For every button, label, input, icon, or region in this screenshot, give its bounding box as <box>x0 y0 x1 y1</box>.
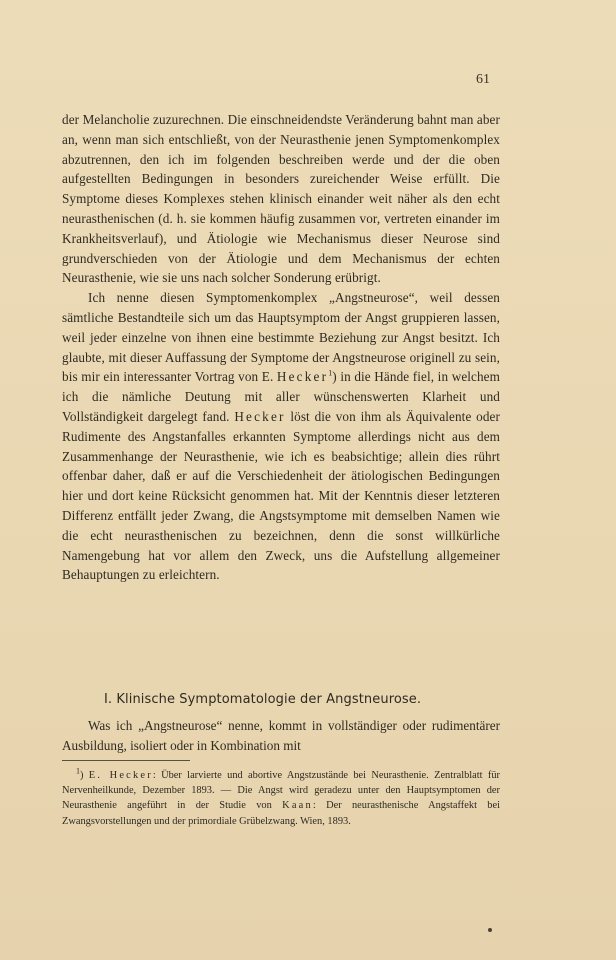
footnote-author: E. Hecker <box>88 770 153 781</box>
section-body <box>62 716 500 756</box>
section-heading: I. Klinische Symptomatologie der Angstneurose. <box>104 692 422 707</box>
main-text <box>62 110 500 585</box>
footnote-citation-1: : Über larvierte und abortive Angstzustände bei Neurasthenie. Zentralblatt für Nervenheilkunde, Dezember 1893. — Die Angst wird geradezu unter den Hauptsymptomen der Neurasthenie angeführt in der Studie von <box>62 770 501 812</box>
paragraph-2 <box>62 288 500 585</box>
footnote-text: $^1$) E. Hecker: Über larvierte und abortive Angstzustände bei Neurasthenie. Zentralblatt für Nervenheilkunde, Dezember 1893. — Die Angst wird geradezu unter den Hauptsymptomen der Neurasthenie angeführt in der Studie von Kaan: Der neurasthenische Angstaffekt bei Zwangsvorstellungen und der primordiale Grübelzwang. Wien, 1893. <box>62 766 501 827</box>
page-number: 61 <box>476 72 490 87</box>
footnote-reference: 1 <box>328 368 333 378</box>
paragraph-2-part-3: löst die von ihm als Äquivalente oder Rudimente des Angstanfalles erkannten Symptome allerdings nicht aus dem Zusammenhange der Neurasthenie, wie ich es beabsichtige; allein dies rührt offenbar daher, daß er auf die Verschiedenheit der ätiologischen Bedingungen hier und dort keine Rücksicht genommen hat. Mit der Kenntnis dieser letzteren Differenz entfällt jeder Zwang, die Angstsymptome mit demselben Namen wie die echt neurasthenischen zu bezeichnen, denn die sonst willkürliche Namengebung hat vor allem den Zweck, uns die Aufstellung allgemeiner Behauptungen zu erleichtern. <box>62 408 500 583</box>
author-name-hecker: Hecker <box>276 369 329 385</box>
footnote-citation-2: : Der neurasthenische Angstaffekt bei Zwangsvorstellungen und der primordiale Grübelzwang. Wien, 1893. <box>62 800 500 827</box>
footnote <box>62 768 500 829</box>
paragraph-2-part-1: Ich nenne diesen Symptomenkomplex „Angstneurose“, weil dessen sämtliche Bestandteile sich um das Hauptsymptom der Angst gruppieren lassen, weil jeder einzelne von ihnen eine bestimmte Beziehung zur Angst besitzt. Ich glaubte, mit dieser Auffassung der Symptome der Angstneurose originell zu sein, bis mir ein interessanter Vortrag von E. <box>62 290 500 385</box>
author-name-hecker-2: Hecker <box>234 408 286 424</box>
paragraph-1: der Melancholie zuzurechnen. Die einschneidendste Veränderung bahnt man aber an, wenn man sich entschließt, von der Neurasthenie jenen Symptomenkomplex abzutrennen, den ich im folgenden beschreiben werde und der die oben aufgestellten Bedingungen in besonders zureichender Weise erfüllt. Die Symptome dieses Komplexes stehen klinisch einander weit näher als den echt neurasthenischen (d. h. sie kommen häufig zusammen vor, vertreten einander im Krankheitsverlauf), und Ätiologie wie Mechanismus dieser Neurose sind grundverschieden von der Ätiologie und dem Mechanismus der echten Neurasthenie, wie sie uns nach solcher Sonderung erübrigt. <box>62 112 500 286</box>
footnote-author-2: Kaan <box>282 800 313 812</box>
section-paragraph: Was ich „Angstneurose“ nenne, kommt in vollständiger oder rudimentärer Ausbildung, isoliert oder in Kombination mit <box>62 718 500 753</box>
footnote-divider <box>62 760 190 761</box>
paper-speck <box>488 928 492 932</box>
footnote-mark: 1 <box>76 766 80 776</box>
paragraph-2-part-2: ) in die Hände fiel, in welchem ich die nämliche Deutung mit aller wünschenswerten Klarheit und Vollständigkeit dargelegt fand. <box>62 369 500 424</box>
